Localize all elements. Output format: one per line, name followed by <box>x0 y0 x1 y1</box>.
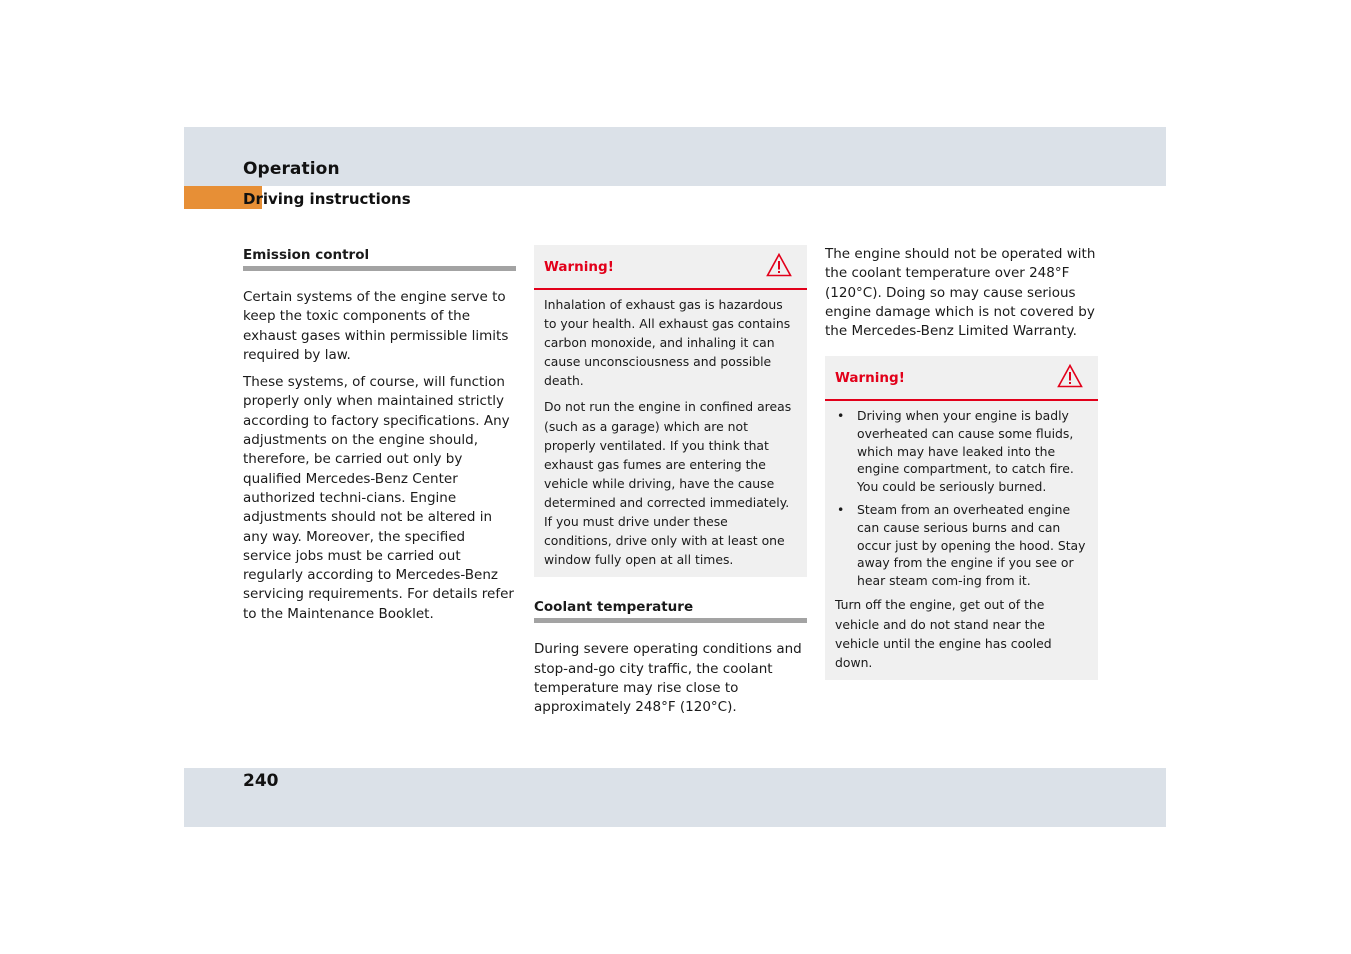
emission-heading: Emission control <box>243 245 516 271</box>
emission-paragraph-1: Certain systems of the engine serve to keep the toxic components of the exhaust gases within permissible limits required by law. <box>243 289 509 363</box>
warning-triangle-icon <box>766 253 792 277</box>
column-emission <box>243 245 516 632</box>
exhaust-warning-box <box>534 245 807 577</box>
column-overheat <box>825 245 1098 680</box>
warning-header <box>534 245 807 290</box>
section-title: Operation <box>243 159 340 179</box>
bullet-text: Driving when your engine is badly overheated can cause some fluids, which may have leaked into the engine compartment, to catch fire. You could be seriously burned. <box>857 408 1074 494</box>
warning-title: Warning! <box>835 370 905 387</box>
warning-triangle-icon <box>1057 364 1083 388</box>
list-item <box>835 407 1088 495</box>
bullet-text: Steam from an overheated engine can cause serious burns and can occur just by opening the hood. Stay away from the engine if you see or hear steam com-ing from it. <box>857 502 1086 588</box>
subsection-title: Driving instructions <box>243 190 411 208</box>
warning-header <box>825 356 1098 401</box>
column-warning-coolant <box>534 245 807 726</box>
overheat-warning-box <box>825 356 1098 679</box>
warning-paragraph-2: Do not run the engine in confined areas (such as a garage) which are not properly ventilated. If you think that exhaust gas fumes are entering the vehicle while driving, have the cause determined and corrected immediately. If you must drive under these conditions, drive only with at least one window fully open at all times. <box>544 399 792 568</box>
warning-paragraph-1: Inhalation of exhaust gas is hazardous to your health. All exhaust gas contains carbon monoxide, and inhaling it can cause unconsciousness and possible death. <box>544 297 791 389</box>
emission-paragraph-2: These systems, of course, will function properly only when maintained strictly according to factory specifications. Any adjustments on the engine should, therefore, be carried out only by qualified Mercedes-Benz Center authorized techni-cians. Engine adjustments should not be altered in any way. Moreover, the specified service jobs must be carried out regularly according to Mercedes-Benz servicing requirements. For details refer to the Maintenance Booklet. <box>243 374 514 622</box>
overheat-paragraph: The engine should not be operated with the coolant temperature over 248°F (120°C). Doing so may cause serious engine damage which is not covered by the Mercedes-Benz Limited Warranty. <box>825 246 1096 340</box>
coolant-heading: Coolant temperature <box>534 597 807 623</box>
warning-closing: Turn off the engine, get out of the vehicle and do not stand near the vehicle until the engine has cooled down. <box>835 597 1052 670</box>
footer-band <box>184 768 1166 827</box>
warning-title: Warning! <box>544 259 614 275</box>
list-item <box>835 501 1088 589</box>
warning-bullet-list <box>825 401 1098 589</box>
page-number: 240 <box>243 771 279 791</box>
bullet-icon: • <box>837 502 845 518</box>
coolant-paragraph: During severe operating conditions and stop-and-go city traffic, the coolant temperature may rise close to approximately 248°F (120°C). <box>534 641 802 716</box>
bullet-icon: • <box>837 408 845 424</box>
